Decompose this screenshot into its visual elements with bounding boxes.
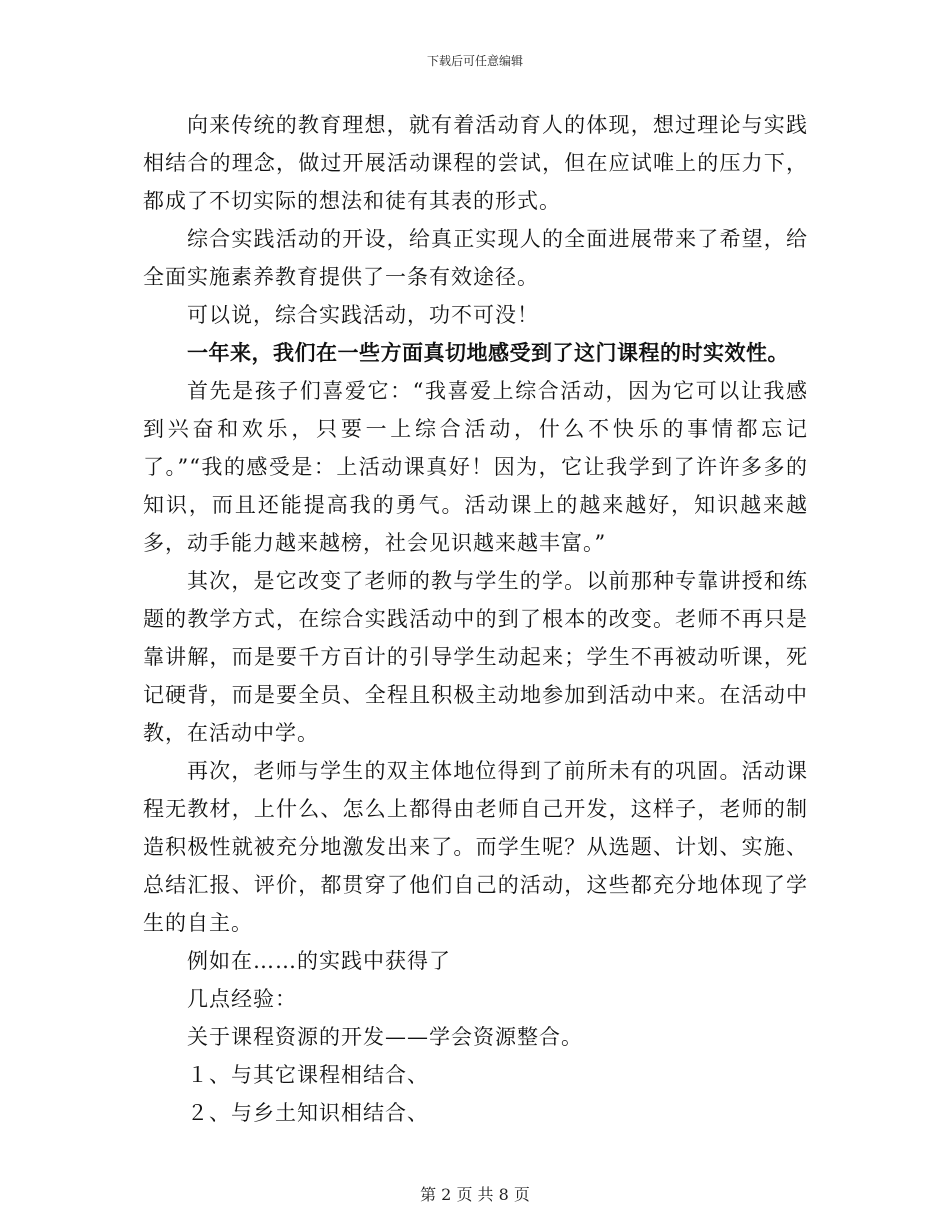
document-body xyxy=(143,106,808,1132)
line-experience: 几点经验： xyxy=(187,987,297,1011)
line-resource-development: 关于课程资源的开发——学会资源整合。 xyxy=(187,1025,583,1049)
paragraph-bold-heading: 一年来，我们在一些方面真切地感受到了这门课程的时实效性。 xyxy=(187,341,789,365)
paragraph-children-love: 首先是孩子们喜爱它：“我喜爱上综合活动，因为它可以让我感到兴奋和欢乐，只要一上综合活动，什么不快乐的事情都忘记了。”“我的感受是：上活动课真好！因为，它让我学到了许许多多的知识，而且还能提高我的勇气。活动课上的越来越好，知识越来越多，动手能力越来越榜，社会见识越来越丰富。” xyxy=(143,379,808,555)
paragraph-teaching-change: 其次，是它改变了老师的教与学生的学。以前那种专靠讲授和练题的教学方式，在综合实践活动中的到了根本的改变。老师不再只是靠讲解，而是要千方百计的引导学生动起来；学生不再被动听课，死记硬背，而是要全员、全程且积极主动地参加到活动中来。在活动中教，在活动中学。 xyxy=(143,569,808,745)
paragraph-opening: 综合实践活动的开设，给真正实现人的全面进展带来了希望，给全面实施素养教育提供了一条有效途径。 xyxy=(143,227,808,289)
paragraph-merit: 可以说，综合实践活动，功不可没！ xyxy=(187,303,539,327)
line-example: 例如在……的实践中获得了 xyxy=(187,949,451,973)
list-item-2: ２、与乡土知识相结合、 xyxy=(187,1101,429,1125)
page-header: 下载后可任意编辑 xyxy=(426,54,523,68)
paragraph-dual-subject: 再次，老师与学生的双主体地位得到了前所未有的巩固。活动课程无教材，上什么、怎么上都得由老师自己开发，这样子，老师的制造积极性就被充分地激发出来了。而学生呢？从选题、计划、实施、总结汇报、评价，都贯穿了他们自己的活动，这些都充分地体现了学生的自主。 xyxy=(143,759,808,935)
list-item-1: １、与其它课程相结合、 xyxy=(187,1063,429,1087)
page-footer: 第 2 页 共 8 页 xyxy=(420,1185,530,1204)
paragraph-tradition: 向来传统的教育理想，就有着活动育人的体现，想过理论与实践相结合的理念，做过开展活动课程的尝试，但在应试唯上的压力下，都成了不切实际的想法和徒有其表的形式。 xyxy=(143,113,808,213)
